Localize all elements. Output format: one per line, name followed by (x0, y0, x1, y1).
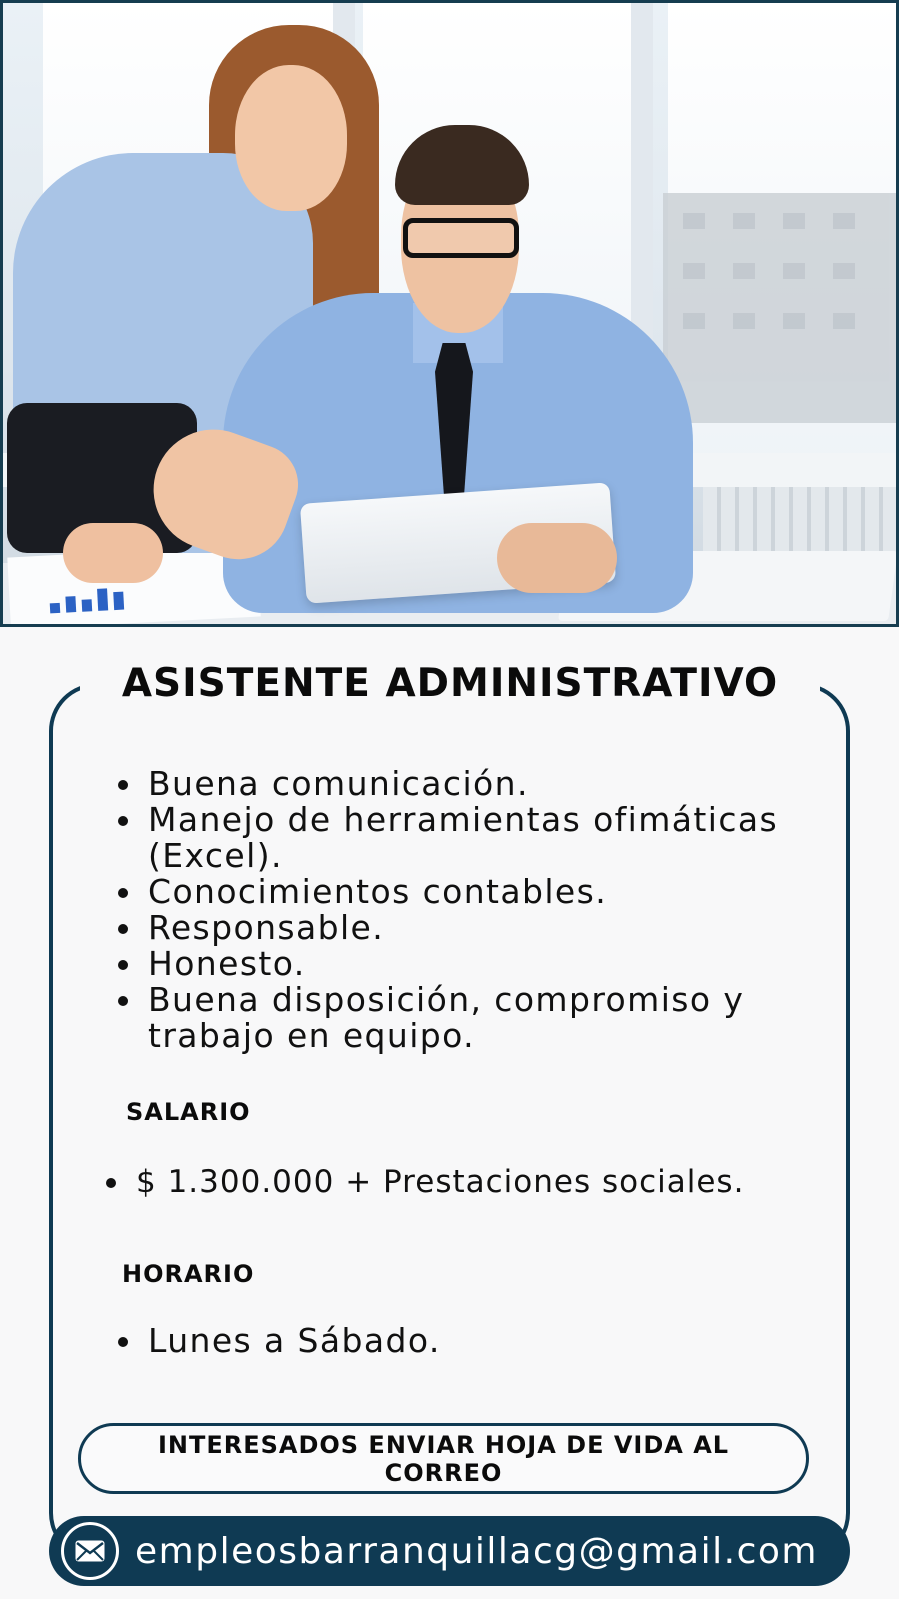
list-item: Manejo de herramientas ofimáticas (Excel). (118, 802, 818, 874)
man-glasses (403, 218, 519, 258)
email-address[interactable]: empleosbarranquillacg@gmail.com (135, 1530, 818, 1572)
background-building (663, 193, 899, 423)
apply-instructions: INTERESADOS ENVIAR HOJA DE VIDA AL CORREO (78, 1423, 809, 1494)
radiator (703, 487, 899, 557)
requirements-list (118, 766, 818, 1054)
salary-label: SALARIO (126, 1098, 251, 1126)
email-bar[interactable] (49, 1516, 850, 1586)
list-item: Buena disposición, compromiso y trabajo en equipo. (118, 982, 818, 1054)
schedule-label: HORARIO (122, 1260, 255, 1288)
list-item: $ 1.300.000 + Prestaciones sociales. (106, 1164, 826, 1200)
list-item: Responsable. (118, 910, 818, 946)
man-hand (497, 523, 617, 593)
hero-photo (0, 0, 899, 627)
woman-face (235, 65, 347, 211)
mail-icon (61, 1522, 119, 1580)
woman-hand (63, 523, 163, 583)
salary-list (106, 1164, 826, 1200)
job-title: ASISTENTE ADMINISTRATIVO (80, 656, 820, 712)
list-item: Lunes a Sábado. (118, 1323, 718, 1359)
list-item: Honesto. (118, 946, 818, 982)
list-item: Buena comunicación. (118, 766, 818, 802)
schedule-list (118, 1323, 718, 1359)
list-item: Conocimientos contables. (118, 874, 818, 910)
